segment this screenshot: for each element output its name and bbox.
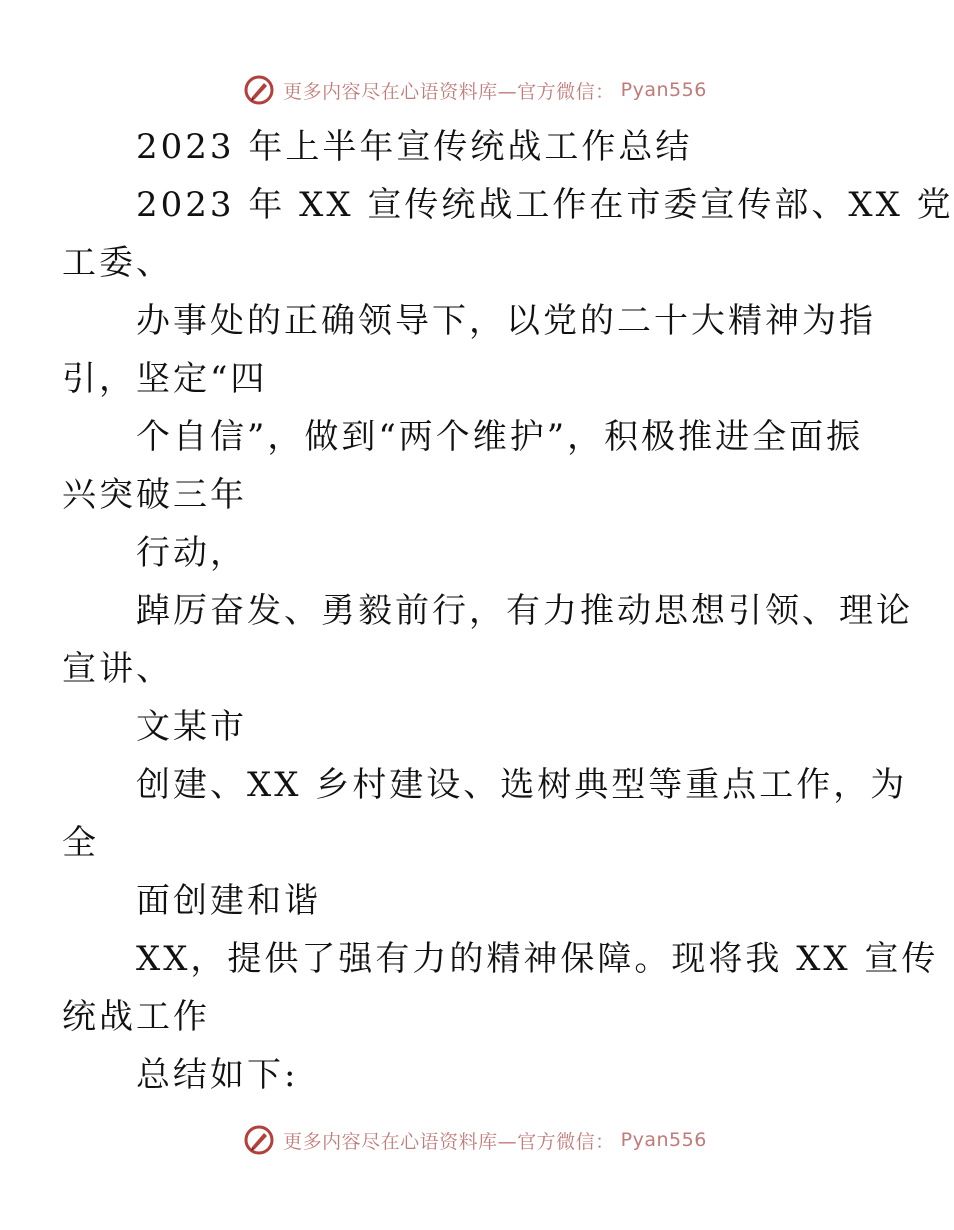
paragraph-line: 引，坚定“四 [62, 359, 268, 399]
paragraph-line: XX，提供了强有力的精神保障。现将我 XX 宣传 [136, 939, 939, 979]
paragraph-line: 办事处的正确领导下，以党的二十大精神为指 [136, 301, 876, 341]
watermark-text: 更多内容尽在心语资料库—官方微信： [283, 1130, 615, 1153]
paragraph-line: 创建、XX 乡村建设、选树典型等重点工作，为 [136, 765, 908, 805]
paragraph [62, 930, 939, 1046]
pen-logo-icon [243, 74, 275, 106]
paragraph-line: 统战工作 [62, 997, 210, 1037]
paragraph-line: 兴突破三年 [62, 475, 247, 515]
paragraph-line: 个自信”，做到“两个维护”，积极推进全面振 [136, 417, 864, 457]
watermark-wechat-id: Pyan556 [620, 79, 707, 101]
paragraph-line: 行动， [136, 533, 247, 573]
document-title [99, 118, 859, 176]
paragraph [99, 698, 859, 756]
paragraph [99, 1046, 859, 1104]
paragraph-line: 文某市 [136, 707, 247, 747]
footer-watermark [0, 1120, 950, 1160]
pen-logo-icon [243, 1124, 275, 1156]
paragraph-line: 2023 年上半年宣传统战工作总结 [136, 127, 693, 167]
paragraph [62, 408, 864, 524]
paragraph [62, 756, 908, 872]
paragraph [62, 582, 913, 698]
paragraph-line: 踔厉奋发、勇毅前行，有力推动思想引领、理论 [136, 591, 913, 631]
paragraph-line: 总结如下: [136, 1055, 299, 1095]
document-body [62, 118, 954, 1108]
watermark-wechat-id: Pyan556 [620, 1129, 707, 1151]
paragraph-line: 全 [62, 823, 99, 863]
watermark-text: 更多内容尽在心语资料库—官方微信： [283, 80, 615, 103]
paragraph-line: 2023 年 XX 宣传统战工作在市委宣传部、XX 党 [136, 185, 954, 225]
header-watermark [0, 70, 950, 110]
paragraph [62, 176, 954, 292]
paragraph [99, 872, 859, 930]
paragraph-line: 宣讲、 [62, 649, 173, 689]
paragraph [99, 524, 859, 582]
paragraph-line: 面创建和谐 [136, 881, 321, 921]
paragraph-line: 工委、 [62, 243, 173, 283]
paragraph [62, 292, 876, 408]
